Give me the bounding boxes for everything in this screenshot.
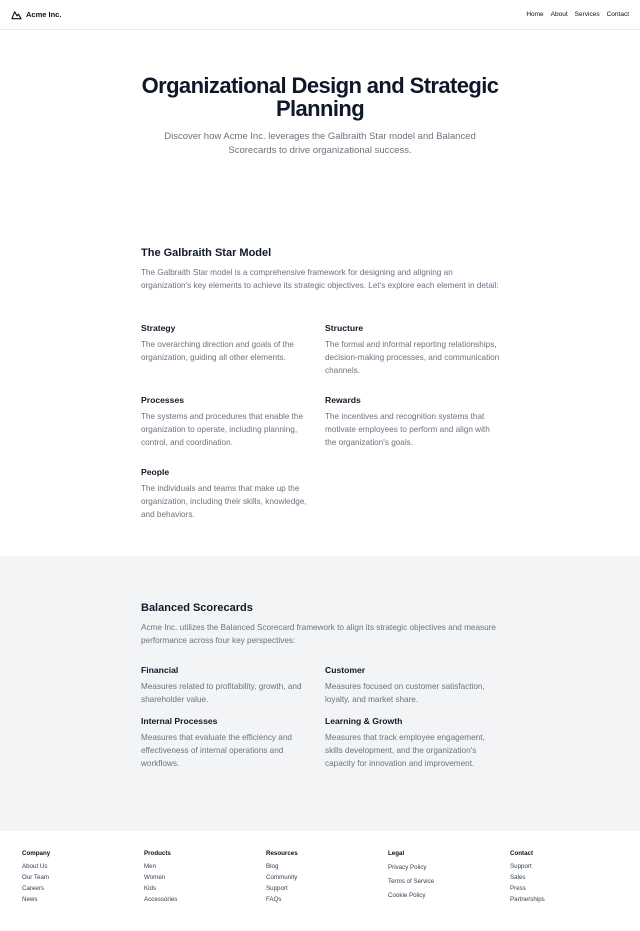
footer-link[interactable]: Women <box>144 874 166 881</box>
balanced-item-customer <box>325 665 501 706</box>
balanced-item-financial <box>141 665 317 706</box>
footer-column-title: Company <box>22 850 51 857</box>
balanced-item-title: Customer <box>325 665 366 675</box>
footer-link[interactable]: Careers <box>22 885 45 892</box>
nav-contact-link[interactable]: Contact <box>606 11 629 18</box>
nav-services-link[interactable]: Services <box>574 11 600 18</box>
footer-column-legal <box>388 850 434 903</box>
footer-column-title: Products <box>144 850 171 857</box>
balanced-perspectives-grid <box>141 665 501 770</box>
main-nav <box>526 11 629 18</box>
galbraith-item-text: The overarching direction and goals of the organization, guiding all other elements. <box>141 340 294 362</box>
footer-link[interactable]: Kids <box>144 885 157 892</box>
galbraith-elements-grid <box>141 323 501 521</box>
footer-column-title: Contact <box>510 850 534 857</box>
balanced-item-title: Internal Processes <box>141 716 218 726</box>
footer-link[interactable]: Community <box>266 874 298 881</box>
galbraith-intro: The Galbraith Star model is a comprehensive framework for designing and aligning an organization's key elements to achieve its strategic objectives. Let's explore each element in detail: <box>141 268 499 290</box>
balanced-item-text: Measures focused on customer satisfaction, loyalty, and market share. <box>325 682 485 704</box>
mountain-logo-icon <box>11 10 22 20</box>
footer-column-company <box>22 850 50 905</box>
balanced-item-title: Learning & Growth <box>325 716 403 726</box>
balanced-item-learning-growth <box>325 716 501 770</box>
galbraith-item-title: Structure <box>325 323 364 333</box>
footer-link[interactable]: Our Team <box>22 874 50 881</box>
nav-about-link[interactable]: About <box>550 11 568 18</box>
galbraith-item-text: The incentives and recognition systems that motivate employees to perform and align with the organization's goals. <box>325 412 490 447</box>
galbraith-item-text: The individuals and teams that make up the organization, including their skills, knowledge, and behaviors. <box>141 484 307 519</box>
balanced-item-text: Measures that evaluate the efficiency and effectiveness of internal operations and workflows. <box>141 733 292 768</box>
balanced-item-title: Financial <box>141 665 179 675</box>
galbraith-item-title: Strategy <box>141 323 176 333</box>
balanced-intro: Acme Inc. utilizes the Balanced Scorecard framework to align its strategic objectives and measure performance across four key perspectives: <box>141 623 496 645</box>
galbraith-item-title: Rewards <box>325 395 361 405</box>
galbraith-item-people <box>141 467 317 521</box>
footer-link[interactable]: Terms of Service <box>388 878 435 885</box>
footer-link[interactable]: Press <box>510 885 526 892</box>
balanced-item-text: Measures that track employee engagement, skills development, and the organization's capacity for innovation and improvement. <box>325 733 485 768</box>
footer-link[interactable]: Accessories <box>144 896 178 903</box>
footer-column-products <box>144 850 177 905</box>
galbraith-heading: The Galbraith Star Model <box>141 247 272 259</box>
balanced-item-text: Measures related to profitability, growth, and shareholder value. <box>141 682 302 704</box>
galbraith-item-title: People <box>141 467 170 477</box>
galbraith-item-text: The formal and informal reporting relationships, decision-making processes, and communication channels. <box>325 340 500 375</box>
brand-name: Acme Inc. <box>26 10 62 19</box>
footer-link[interactable]: Privacy Policy <box>388 864 427 871</box>
footer-link[interactable]: Sales <box>510 874 526 881</box>
footer-column-title: Resources <box>266 850 298 857</box>
footer-link[interactable]: About Us <box>22 863 48 870</box>
balanced-item-internal-processes <box>141 716 317 770</box>
galbraith-item-title: Processes <box>141 395 185 405</box>
footer-link[interactable]: FAQs <box>266 896 282 903</box>
brand[interactable] <box>11 10 61 20</box>
hero-subtitle: Discover how Acme Inc. leverages the Galbraith Star model and Balanced Scorecards to drive organizational success. <box>164 131 476 156</box>
galbraith-item-text: The systems and procedures that enable the organization to operate, including planning, control, and coordination. <box>141 412 304 447</box>
galbraith-item-rewards <box>325 395 501 449</box>
footer-column-resources <box>266 850 298 905</box>
footer-link[interactable]: Support <box>510 863 532 870</box>
galbraith-section <box>141 247 499 292</box>
footer-link[interactable]: News <box>22 896 38 903</box>
galbraith-item-processes <box>141 395 317 449</box>
page-title: Organizational Design and Strategic Planning <box>141 73 499 121</box>
footer-column-contact <box>510 850 545 905</box>
footer-column-title: Legal <box>388 850 405 857</box>
balanced-section <box>141 602 499 647</box>
footer-link[interactable]: Blog <box>266 863 279 870</box>
nav-home-link[interactable]: Home <box>526 11 544 18</box>
galbraith-item-structure <box>325 323 501 377</box>
balanced-heading: Balanced Scorecards <box>141 602 253 614</box>
hero-section <box>0 74 640 158</box>
footer-link[interactable]: Cookie Policy <box>388 892 426 899</box>
footer-link[interactable]: Partnerships <box>510 896 545 903</box>
galbraith-item-strategy <box>141 323 317 377</box>
footer-link[interactable]: Support <box>266 885 288 892</box>
footer-link[interactable]: Men <box>144 863 157 870</box>
site-header <box>0 0 640 30</box>
